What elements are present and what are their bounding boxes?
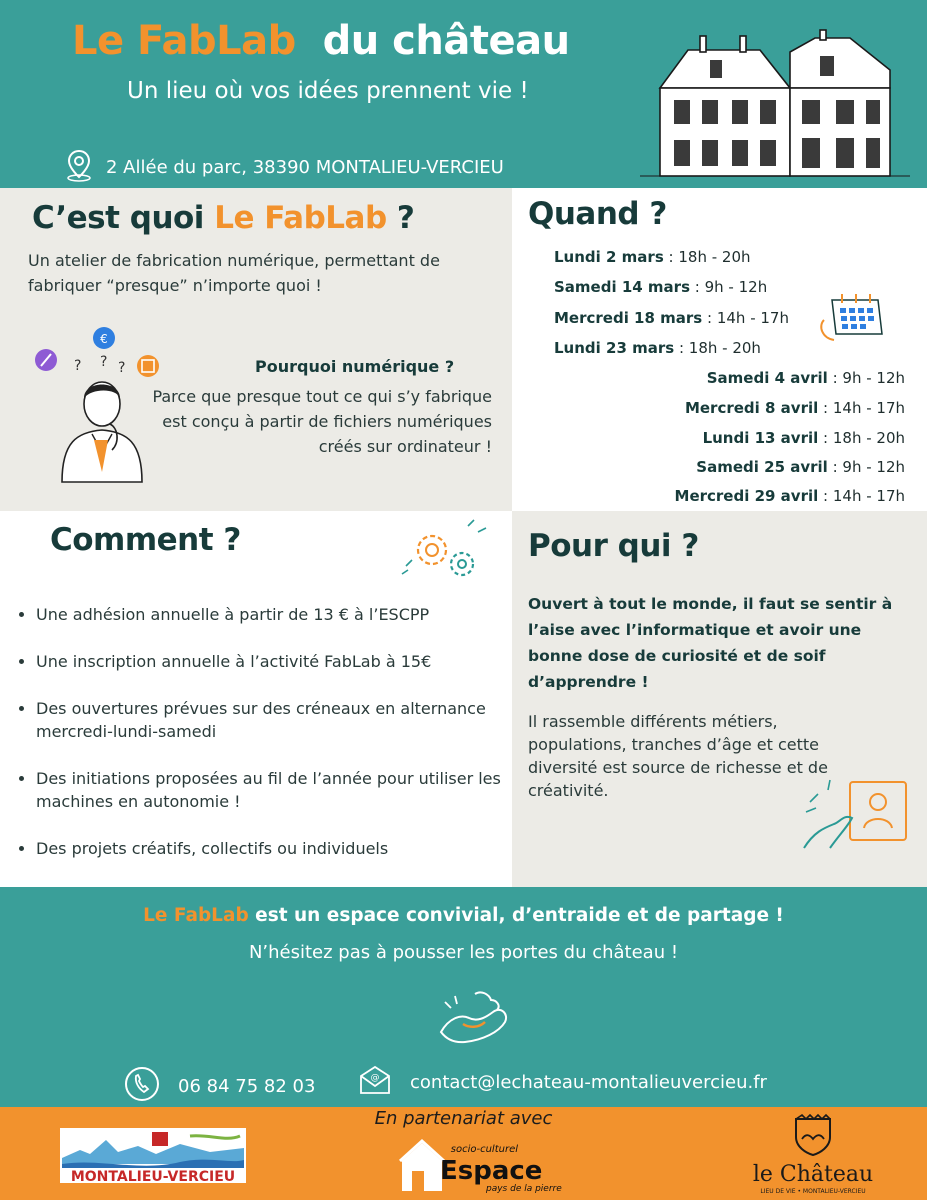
- svg-text:?: ?: [118, 360, 126, 376]
- schedule-entry: [703, 429, 905, 447]
- schedule-day: Lundi 2 mars: [554, 248, 664, 266]
- list-item: • Des projets créatifs, collectifs ou individuels: [36, 837, 536, 860]
- schedule-day: Samedi 4 avril: [706, 369, 828, 387]
- for-whom-highlight: Ouvert à tout le monde, il faut se sentir à l’aise avec l’informatique et avoir une bonne dose de curiosité et de soif d’apprendre !: [528, 595, 893, 691]
- partners-label: En partenariat avec: [374, 1108, 553, 1129]
- list-item: • Une inscription annuelle à l’activité FabLab à 15€: [36, 650, 536, 673]
- why-digital-heading: Pourquoi numérique ?: [255, 357, 455, 376]
- why-digital-text: Parce que presque tout ce qui s’y fabrique est conçu à partir de fichiers numériques créés sur ordinateur !: [152, 387, 492, 456]
- tagline: Un lieu où vos idées prennent vie !: [127, 78, 529, 104]
- espace-logo-top: socio-culturel: [450, 1144, 518, 1155]
- for-whom-description: Il rassemble différents métiers, populations, tranches d’âge et cette diversité est source de richesse et de créativité.: [528, 712, 828, 800]
- schedule-entry: [675, 487, 905, 505]
- espace-socio-culturel-logo: [400, 1135, 562, 1194]
- section-when-title: Quand ?: [528, 196, 667, 232]
- phone-number[interactable]: 06 84 75 82 03: [178, 1076, 316, 1097]
- phone-icon: [124, 1066, 160, 1107]
- email-address[interactable]: contact@lechateau-montalieuvercieu.fr: [410, 1072, 767, 1093]
- section-what-title-qmark: ?: [386, 200, 415, 236]
- title-fablab: Le FabLab: [72, 18, 296, 64]
- espace-logo-sub: pays de la pierre: [486, 1184, 562, 1194]
- email-contact[interactable]: [358, 1064, 767, 1101]
- section-for-whom-title: Pour qui ?: [528, 528, 699, 564]
- video-meeting-illustration: [800, 778, 910, 863]
- title-chateau: du château: [322, 18, 570, 64]
- schedule-entry: [554, 309, 789, 327]
- chateau-logo-sub: LIEU DE VIE • MONTALIEU-VERCIEU: [760, 1188, 866, 1195]
- chateau-illustration: [640, 30, 912, 180]
- schedule-entry: [554, 248, 751, 266]
- email-icon: [358, 1064, 392, 1101]
- section-what-title-fablab: Le FabLab: [214, 200, 387, 236]
- schedule-entry: [554, 339, 761, 357]
- svg-text:@: @: [370, 1073, 380, 1083]
- schedule-time: : 14h - 17h: [818, 487, 905, 505]
- schedule-entry: [696, 458, 905, 476]
- how-list: [10, 603, 536, 860]
- convivial-rest: est un espace convivial, d’entraide et de partage !: [248, 905, 784, 926]
- calendar-icon: [816, 290, 886, 345]
- invite-text: N’hésitez pas à pousser les portes du château !: [248, 942, 679, 963]
- montalieu-logo-text: MONTALIEU-VERCIEU: [70, 1169, 236, 1185]
- schedule-time: : 9h - 12h: [827, 369, 905, 387]
- le-chateau-logo: [748, 1115, 878, 1195]
- section-what-title-part1: C’est quoi: [32, 200, 215, 236]
- schedule-time: : 18h - 20h: [818, 429, 905, 447]
- schedule-time: : 14h - 17h: [702, 309, 789, 327]
- list-item: • Une adhésion annuelle à partir de 13 € à l’ESCPP: [36, 603, 536, 626]
- schedule-day: Samedi 14 mars: [554, 278, 691, 296]
- section-what-title: [32, 200, 414, 236]
- fablab-description: Un atelier de fabrication numérique, permettant de fabriquer “presque” n’importe quoi !: [28, 251, 440, 295]
- schedule-time: : 14h - 17h: [818, 399, 905, 417]
- list-item: • Des initiations proposées au fil de l’année pour utiliser les machines en autonomie !: [36, 767, 536, 813]
- schedule-entry: [554, 278, 767, 296]
- svg-text:?: ?: [100, 354, 108, 370]
- handshake-icon: [435, 988, 515, 1053]
- montalieu-vercieu-logo: [60, 1128, 246, 1183]
- gears-icon: [398, 518, 490, 588]
- schedule-time: : 18h - 20h: [663, 248, 751, 266]
- schedule-day: Mercredi 18 mars: [554, 309, 703, 327]
- schedule-time: : 18h - 20h: [674, 339, 761, 357]
- section-how-title: Comment ?: [50, 522, 241, 558]
- address-row: [64, 148, 504, 187]
- schedule-entry: [685, 399, 905, 417]
- list-item: • Des ouvertures prévues sur des créneaux en alternance mercredi-lundi-samedi: [36, 697, 536, 743]
- schedule-day: Mercredi 29 avril: [674, 487, 819, 505]
- svg-text:€: €: [100, 332, 108, 346]
- address-text: 2 Allée du parc, 38390 MONTALIEU-VERCIEU: [106, 157, 504, 178]
- schedule-day: Samedi 25 avril: [696, 458, 828, 476]
- schedule-day: Lundi 23 mars: [554, 339, 675, 357]
- location-pin-icon: [64, 148, 94, 187]
- convivial-statement: [0, 905, 927, 926]
- schedule-time: : 9h - 12h: [827, 458, 905, 476]
- page-title: [72, 18, 570, 64]
- schedule-day: Lundi 13 avril: [702, 429, 819, 447]
- schedule-day: Mercredi 8 avril: [684, 399, 819, 417]
- schedule-time: : 9h - 12h: [690, 278, 768, 296]
- svg-text:?: ?: [74, 358, 82, 374]
- chateau-logo-main: le Château: [752, 1162, 874, 1187]
- espace-logo-main: Espace: [440, 1156, 543, 1186]
- phone-contact[interactable]: [124, 1066, 315, 1107]
- convivial-fablab: Le FabLab: [143, 905, 249, 926]
- schedule-entry: [707, 369, 905, 387]
